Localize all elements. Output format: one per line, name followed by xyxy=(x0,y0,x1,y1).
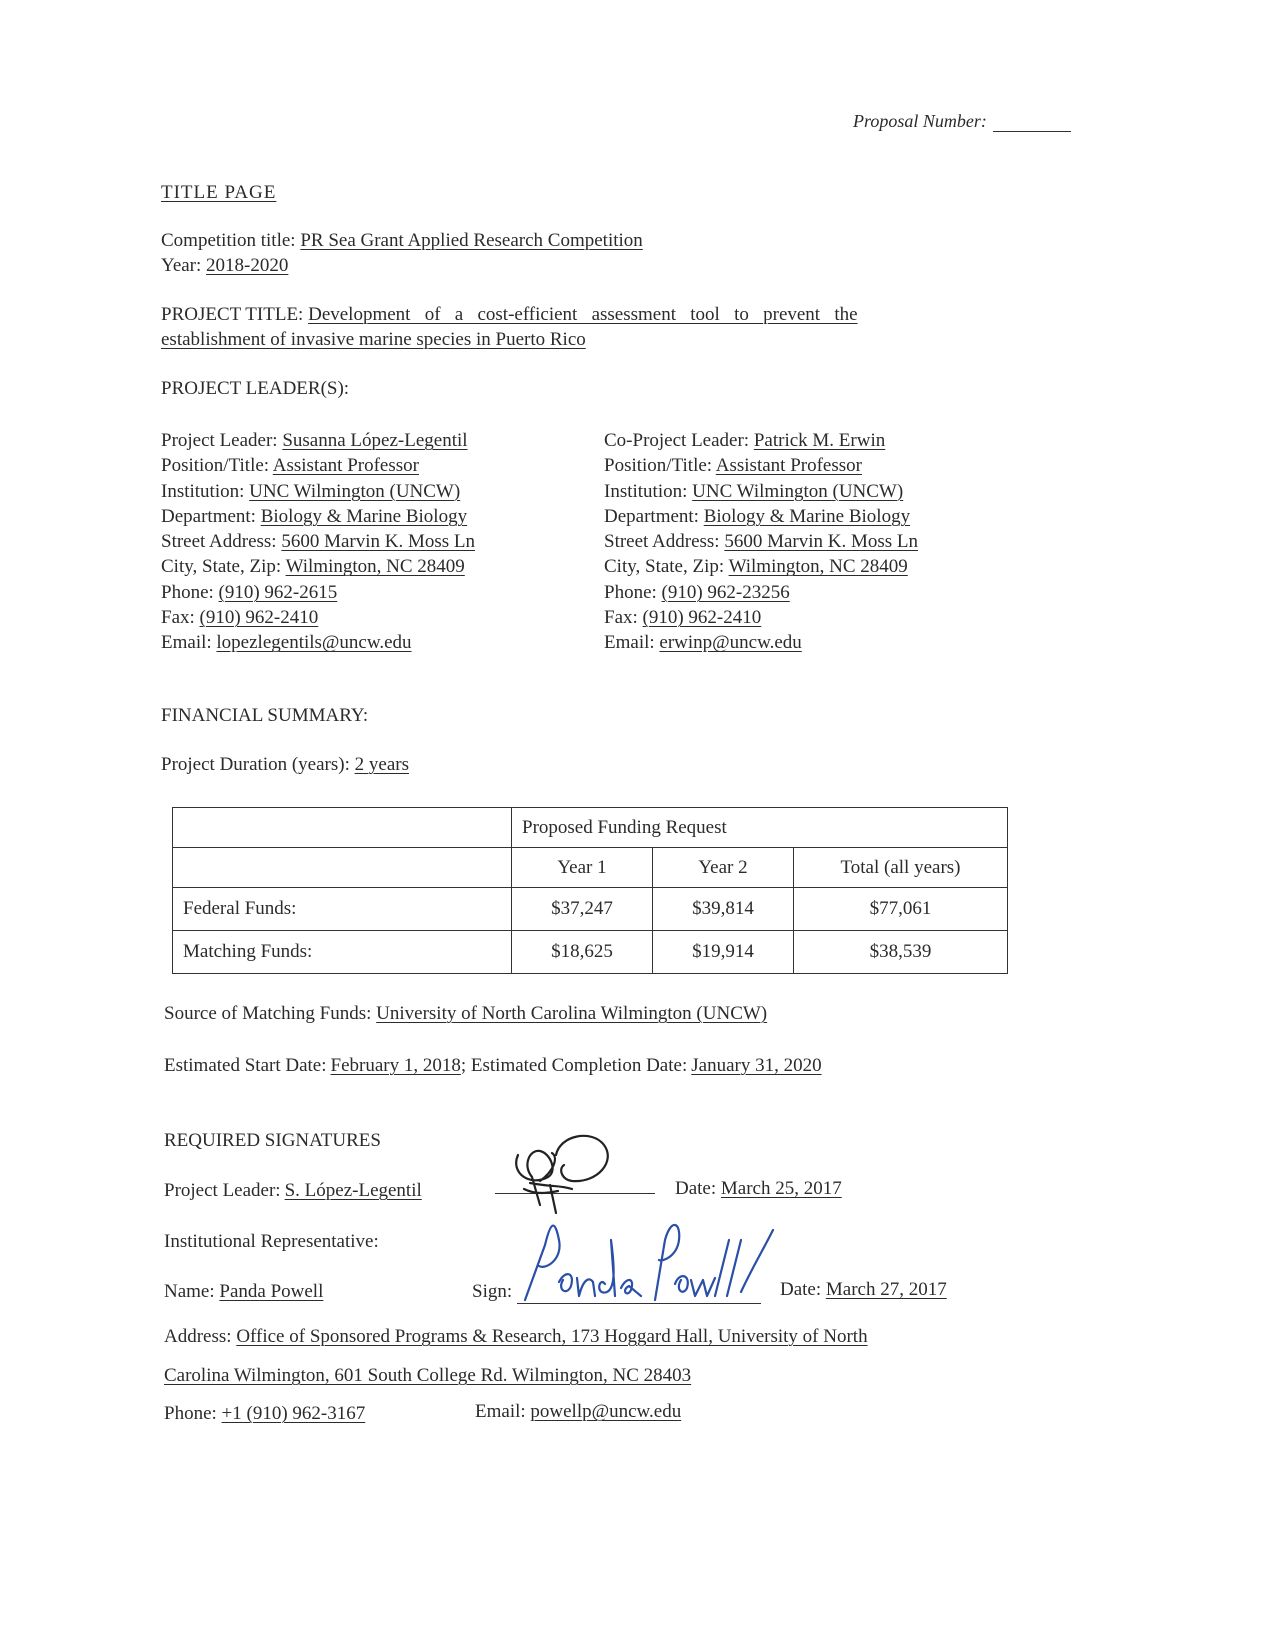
leader-fax-row xyxy=(161,605,475,630)
rep-name-label: Name: xyxy=(164,1281,215,1302)
leader-position-label: Position/Title: xyxy=(161,455,270,477)
leader-department: Biology & Marine Biology xyxy=(260,505,468,527)
leader-fax-label: Fax: xyxy=(161,607,195,629)
co-leader-phone-label: Phone: xyxy=(604,581,657,603)
start-date-label: Estimated Start Date: xyxy=(164,1055,327,1076)
table-empty-cell xyxy=(173,848,512,888)
co-leader-role-label: Co-Project Leader: xyxy=(604,430,750,451)
proposal-number xyxy=(853,111,1071,132)
funding-table xyxy=(172,807,1008,974)
co-leader-department-row xyxy=(604,504,918,529)
co-leader-name: Patrick M. Erwin xyxy=(753,430,886,451)
funding-group-header: Proposed Funding Request xyxy=(512,808,1008,848)
co-leader-institution-row xyxy=(604,479,918,504)
leader-name: Susanna López-Legentil xyxy=(282,430,468,451)
address-label: Address: xyxy=(164,1326,232,1347)
competition-label: Competition title: xyxy=(161,230,296,251)
start-date: February 1, 2018 xyxy=(330,1055,461,1076)
leader-role-label: Project Leader: xyxy=(161,430,278,451)
table-cell: $37,247 xyxy=(512,888,653,931)
table-cell: $18,625 xyxy=(512,931,653,974)
leader-name-row xyxy=(161,428,475,453)
rep-date-label: Date: xyxy=(780,1279,822,1300)
co-leader-fax-label: Fax: xyxy=(604,607,638,629)
table-row xyxy=(173,888,1008,931)
matching-source xyxy=(164,1003,767,1025)
project-duration xyxy=(161,754,409,776)
leader-institution: UNC Wilmington (UNCW) xyxy=(249,480,461,502)
co-leader-email-label: Email: xyxy=(604,632,655,654)
co-leader-institution: UNC Wilmington (UNCW) xyxy=(692,480,904,502)
rep-email-label: Email: xyxy=(475,1401,526,1422)
leader-city-label: City, State, Zip: xyxy=(161,556,282,578)
matching-source-label: Source of Matching Funds: xyxy=(164,1003,372,1024)
year-label: Year: xyxy=(161,255,202,276)
funding-table-group-row xyxy=(173,808,1008,848)
rep-address xyxy=(164,1326,868,1348)
rep-name-row xyxy=(164,1281,323,1303)
co-leader-street-label: Street Address: xyxy=(604,531,720,553)
leader-institution-label: Institution: xyxy=(161,480,245,502)
competition-value: PR Sea Grant Applied Research Competition xyxy=(300,230,643,251)
project-dates xyxy=(164,1055,834,1077)
institutional-rep-label: Institutional Representative: xyxy=(164,1231,379,1252)
rep-phone-value: +1 (910) 962-3167 xyxy=(221,1403,366,1424)
co-leader-city-row xyxy=(604,554,918,579)
table-corner-cell xyxy=(173,808,512,848)
leader-phone-row xyxy=(161,580,475,605)
co-leader-position-row xyxy=(604,453,918,478)
financial-heading: FINANCIAL SUMMARY: xyxy=(161,705,369,726)
table-cell: $77,061 xyxy=(794,888,1008,931)
leader-department-row xyxy=(161,504,475,529)
project-leader-block xyxy=(161,428,475,656)
column-header: Total (all years) xyxy=(794,848,1008,888)
address-line1: Office of Sponsored Programs & Research, 173 Hoggard Hall, University of North xyxy=(236,1326,868,1347)
co-leader-fax-row xyxy=(604,605,918,630)
funding-table-header-row xyxy=(173,848,1008,888)
co-leader-email-row xyxy=(604,630,918,655)
signature-leader-name: S. López-Legentil xyxy=(284,1180,422,1201)
co-leader-name-row xyxy=(604,428,918,453)
table-cell: $38,539 xyxy=(794,931,1008,974)
rep-sign-label: Sign: xyxy=(472,1281,513,1302)
co-leader-department: Biology & Marine Biology xyxy=(703,505,911,527)
page-title: TITLE PAGE xyxy=(161,182,277,203)
leader-email: lopezlegentils@uncw.edu xyxy=(216,632,412,654)
proposal-number-blank xyxy=(993,130,1071,132)
matching-source-value: University of North Carolina Wilmington (UNCW) xyxy=(376,1003,768,1024)
leader-position: Assistant Professor xyxy=(272,455,419,477)
table-cell: $39,814 xyxy=(653,888,794,931)
leader-department-label: Department: xyxy=(161,505,256,527)
signatures-heading: REQUIRED SIGNATURES xyxy=(164,1130,381,1151)
rep-name: Panda Powell xyxy=(219,1281,324,1302)
table-row xyxy=(173,931,1008,974)
address-line2: Carolina Wilmington, 601 South College Rd. Wilmington, NC 28403 xyxy=(164,1365,692,1386)
row-label: Federal Funds: xyxy=(173,888,512,931)
column-header: Year 2 xyxy=(653,848,794,888)
end-date-label: ; Estimated Completion Date: xyxy=(460,1055,688,1076)
leader-email-label: Email: xyxy=(161,632,212,654)
co-leader-street: 5600 Marvin K. Moss Ln xyxy=(724,531,919,553)
co-leader-phone: (910) 962-23256 xyxy=(661,581,790,603)
project-title xyxy=(161,304,981,326)
co-leader-city: Wilmington, NC 28409 xyxy=(728,556,908,578)
leader-phone-label: Phone: xyxy=(161,581,214,603)
project-title-label: PROJECT TITLE: xyxy=(161,304,304,325)
co-leader-fax: (910) 962-2410 xyxy=(642,607,762,629)
signature-leader-label: Project Leader: xyxy=(164,1180,281,1201)
competition-title xyxy=(161,230,643,252)
co-project-leader-block xyxy=(604,428,918,656)
leader-signature-date xyxy=(675,1178,842,1200)
year-value: 2018-2020 xyxy=(206,255,289,276)
leader-street-label: Street Address: xyxy=(161,531,277,553)
leader-date: March 25, 2017 xyxy=(720,1178,842,1199)
leaders-heading: PROJECT LEADER(S): xyxy=(161,378,350,399)
co-leader-email: erwinp@uncw.edu xyxy=(659,632,802,654)
project-title-line1: Development of a cost-efficient assessment tool to prevent the xyxy=(308,304,858,325)
leader-city: Wilmington, NC 28409 xyxy=(285,556,465,578)
row-label: Matching Funds: xyxy=(173,931,512,974)
year xyxy=(161,255,288,277)
co-leader-position: Assistant Professor xyxy=(715,455,862,477)
co-leader-department-label: Department: xyxy=(604,505,699,527)
leader-date-label: Date: xyxy=(675,1178,717,1199)
rep-signature-date xyxy=(780,1279,947,1301)
rep-phone-label: Phone: xyxy=(164,1403,217,1424)
table-cell: $19,914 xyxy=(653,931,794,974)
co-leader-street-row xyxy=(604,529,918,554)
leader-signature-row xyxy=(164,1180,430,1202)
end-date: January 31, 2020 xyxy=(691,1055,822,1076)
leader-institution-row xyxy=(161,479,475,504)
duration-value: 2 years xyxy=(354,754,409,775)
leader-fax: (910) 962-2410 xyxy=(199,607,319,629)
leader-email-row xyxy=(161,630,475,655)
co-leader-position-label: Position/Title: xyxy=(604,455,713,477)
rep-signature-mark xyxy=(515,1200,775,1310)
project-title-line2: establishment of invasive marine species in Puerto Rico xyxy=(161,329,586,350)
co-leader-institution-label: Institution: xyxy=(604,480,688,502)
leader-street: 5600 Marvin K. Moss Ln xyxy=(281,531,476,553)
leader-phone: (910) 962-2615 xyxy=(218,581,338,603)
proposal-number-label: Proposal Number: xyxy=(853,111,987,131)
leader-position-row xyxy=(161,453,475,478)
co-leader-city-label: City, State, Zip: xyxy=(604,556,725,578)
rep-email xyxy=(475,1401,681,1423)
duration-label: Project Duration (years): xyxy=(161,754,350,775)
leader-street-row xyxy=(161,529,475,554)
leader-city-row xyxy=(161,554,475,579)
rep-date: March 27, 2017 xyxy=(825,1279,947,1300)
co-leader-phone-row xyxy=(604,580,918,605)
rep-phone xyxy=(164,1403,365,1425)
column-header: Year 1 xyxy=(512,848,653,888)
rep-email-value: powellp@uncw.edu xyxy=(530,1401,682,1422)
